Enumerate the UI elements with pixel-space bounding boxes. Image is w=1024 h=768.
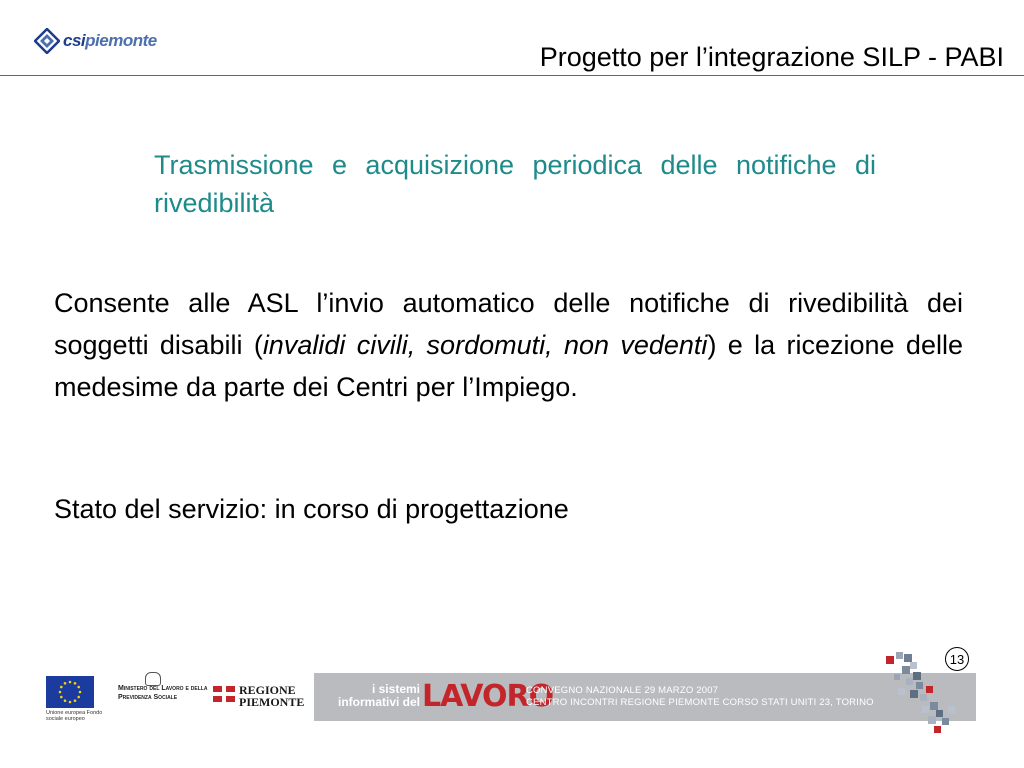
body-paragraph bbox=[54, 282, 963, 408]
service-status: Stato del servizio: in corso di progettazione bbox=[54, 494, 569, 524]
banner-event-info bbox=[526, 685, 874, 709]
header-title: Progetto per l’integrazione SILP - PABI bbox=[539, 42, 1004, 72]
header-divider bbox=[0, 75, 1024, 76]
body-text-start: Consente alle ASL l’invio automatico delle notifiche di rivedibilità dei soggetti disabili ( bbox=[54, 288, 963, 360]
logo-piemonte: piemonte bbox=[85, 31, 157, 50]
mosaic-decoration-icon bbox=[880, 648, 975, 740]
banner-lavoro-wordmark: LAVORO bbox=[422, 679, 554, 714]
regione-piemonte-logo bbox=[239, 684, 304, 708]
regione-line1: REGIONE bbox=[239, 683, 296, 697]
regione-piemonte-flag-icon bbox=[213, 686, 235, 702]
body-text-end: ) e la ricezione delle medesime da parte dei Centri per l’Impiego. bbox=[54, 330, 963, 402]
page-number: 13 bbox=[945, 647, 969, 671]
eu-flag-icon bbox=[46, 676, 94, 708]
event-banner bbox=[314, 673, 976, 721]
regione-line2: PIEMONTE bbox=[239, 695, 305, 709]
banner-event-line1: CONVEGNO NAZIONALE 29 MARZO 2007 bbox=[526, 685, 719, 696]
slide-subtitle: Trasmissione e acquisizione periodica delle notifiche di rivedibilità bbox=[154, 150, 876, 218]
csi-diamond-icon bbox=[34, 28, 60, 54]
body-text-italic: invalidi civili, sordomuti, non vedenti bbox=[262, 330, 708, 360]
ministero-lavoro-logo: Ministero del Lavoro e della Previdenza Sociale bbox=[118, 685, 208, 701]
logo-csi: csi bbox=[63, 31, 86, 50]
banner-line1: i sistemi bbox=[371, 682, 420, 696]
csi-piemonte-logo bbox=[34, 26, 157, 56]
banner-sistemi-label bbox=[328, 683, 420, 709]
logo-wordmark bbox=[63, 31, 157, 51]
banner-event-line2: CENTRO INCONTRI REGIONE PIEMONTE CORSO STATI UNITI 23, TORINO bbox=[526, 697, 874, 708]
banner-line2: informativi del bbox=[337, 695, 420, 709]
eu-caption: Unione europea Fondo sociale europeo bbox=[46, 710, 103, 722]
